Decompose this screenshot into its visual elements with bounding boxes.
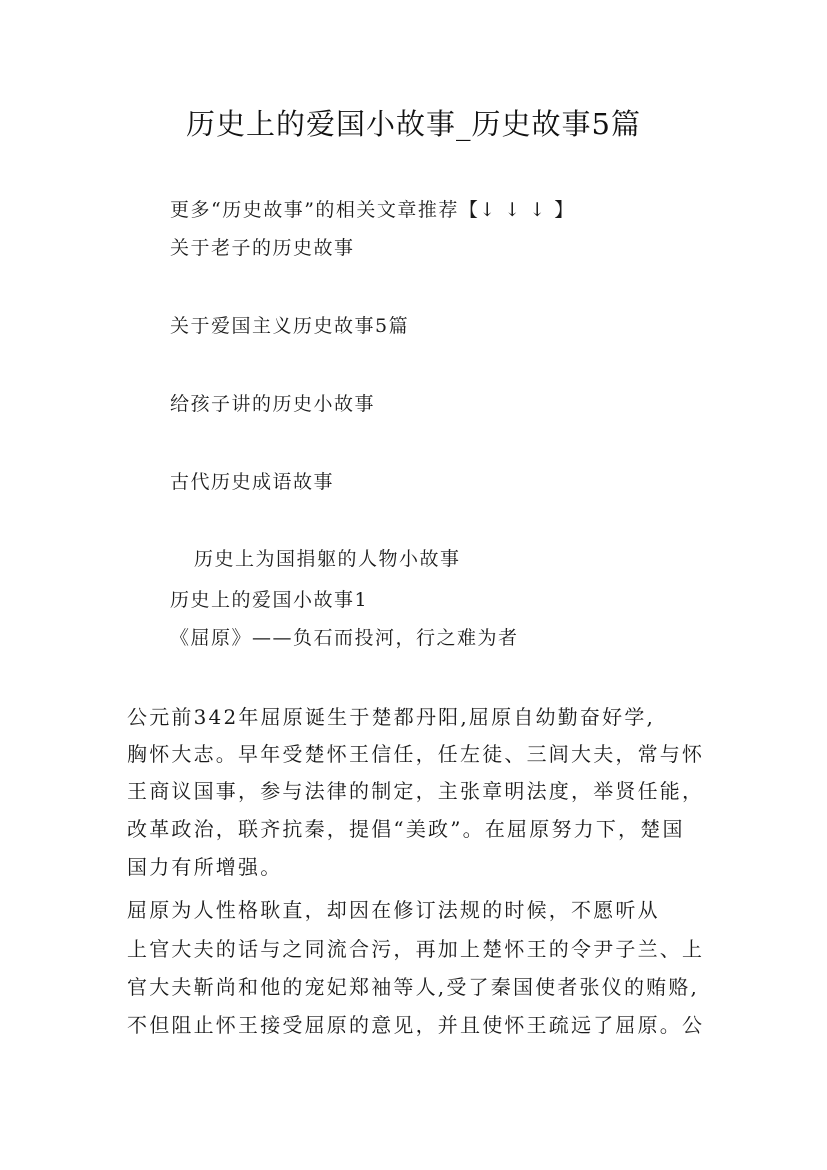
related-link-idiom-stories[interactable]: 古代历史成语故事 <box>170 471 335 493</box>
story-heading: 历史上的爱国小故事1 <box>170 589 369 611</box>
paragraph-line: 不但阻止怀王接受屈原的意见，并且使怀王疏远了屈原。公 <box>127 1013 705 1037</box>
related-link-patriotism[interactable]: 关于爱国主义历史故事5篇 <box>170 315 410 337</box>
paragraph-line: 王商议国事，参与法律的制定，主张章明法度，举贤任能， <box>127 779 705 803</box>
paragraph-line: 公元前342年屈原诞生于楚都丹阳,屈原自幼勤奋好学, <box>127 705 656 729</box>
related-link-martyrs[interactable]: 历史上为国捐躯的人物小故事 <box>194 548 461 570</box>
recommend-header: 更多“历史故事”的相关文章推荐【↓ ↓ ↓ 】 <box>170 199 575 221</box>
paragraph-line: 上官大夫的话与之同流合污，再加上楚怀王的令尹子兰、上 <box>127 937 705 961</box>
related-link-kids-stories[interactable]: 给孩子讲的历史小故事 <box>170 393 376 415</box>
paragraph-line: 改革政治，联齐抗秦，提倡“美政”。在屈原努力下，楚国 <box>127 817 685 841</box>
story-subtitle: 《屈原》——负石而投河，行之难为者 <box>170 627 519 649</box>
paragraph-line: 胸怀大志。早年受楚怀王信任，任左徒、三闾大夫，常与怀 <box>127 742 705 766</box>
related-link-laozi[interactable]: 关于老子的历史故事 <box>170 237 355 259</box>
paragraph-line: 国力有所增强。 <box>127 855 283 879</box>
document-title: 历史上的爱国小故事_历史故事5篇 <box>186 107 641 141</box>
paragraph-line: 屈原为人性格耿直，却因在修订法规的时候，不愿听从 <box>127 898 660 922</box>
paragraph-line: 官大夫靳尚和他的宠妃郑袖等人,受了秦国使者张仪的贿赂, <box>127 975 700 999</box>
